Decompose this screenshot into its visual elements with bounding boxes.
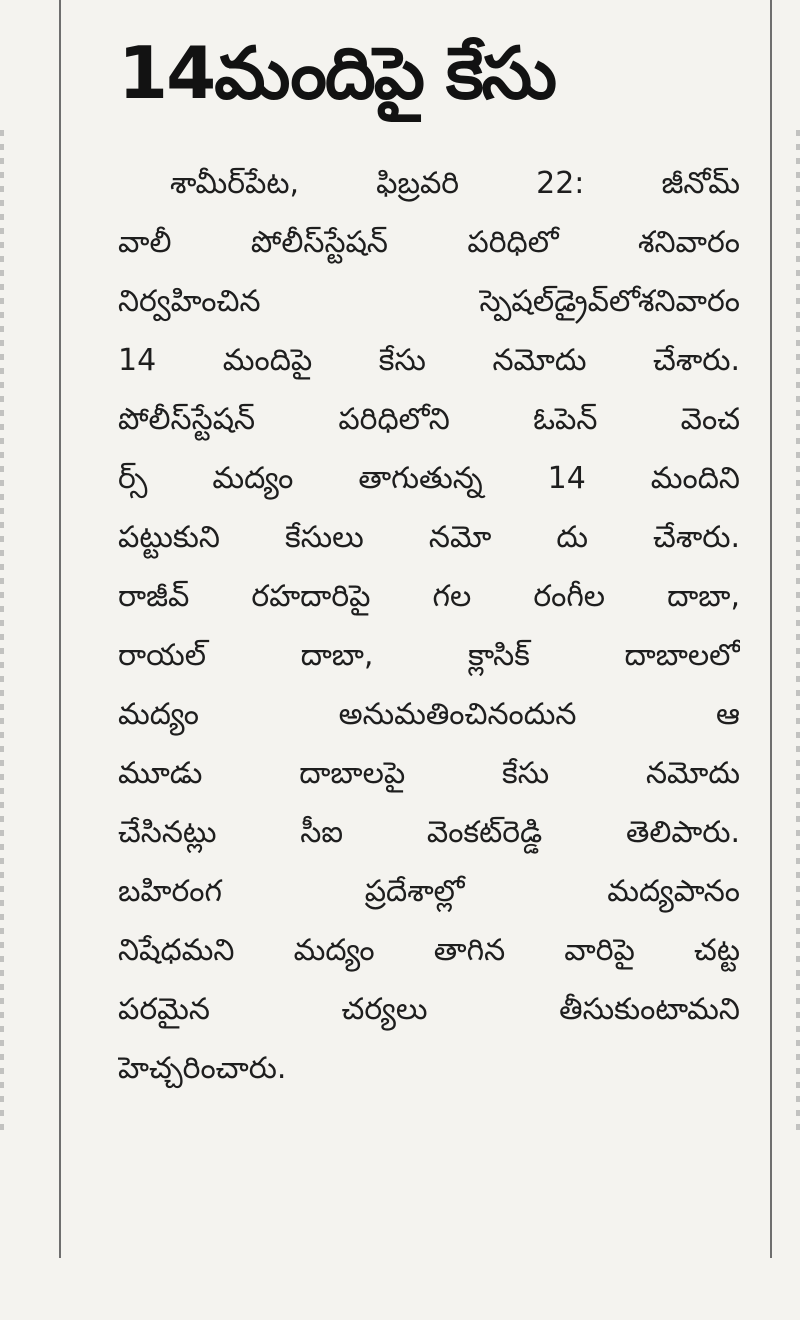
left-adjacent-column-edge bbox=[0, 130, 4, 1130]
article-line: నిర్వహించిన స్పెషల్‌డ్రైవ్‌లోశనివారం bbox=[118, 284, 740, 319]
article-line: వాలీ పోలీస్‌స్టేషన్ పరిధిలో శనివారం bbox=[118, 225, 740, 260]
article-line: ర్స్ మద్యం తాగుతున్న 14 మందిని bbox=[118, 461, 740, 496]
article-line: పోలీస్‌స్టేషన్ పరిధిలోని ఓపెన్ వెంచ bbox=[118, 402, 740, 437]
article-line: మూడు దాబాలపై కేసు నమోదు bbox=[118, 756, 740, 791]
article-line: చేసినట్లు సీఐ వెంకట్‌రెడ్డి తెలిపారు. bbox=[118, 815, 740, 850]
article-line: బహిరంగ ప్రదేశాల్లో మద్యపానం bbox=[118, 874, 740, 909]
left-column-rule bbox=[59, 0, 61, 1258]
article-line: నిషేధమని మద్యం తాగిన వారిపై చట్ట bbox=[118, 933, 740, 968]
article-headline: 14మందిపై కేసు bbox=[118, 31, 556, 115]
right-column-rule bbox=[770, 0, 772, 1258]
article-line: పట్టుకుని కేసులు నమో దు చేశారు. bbox=[118, 520, 740, 555]
article-line: హెచ్చరించారు. bbox=[118, 1051, 287, 1086]
article-line: శామీర్‌పేట, ఫిబ్రవరి 22: జీనోమ్ bbox=[170, 166, 740, 201]
article-line: మద్యం అనుమతించినందున ఆ bbox=[118, 697, 740, 732]
article-line: 14 మందిపై కేసు నమోదు చేశారు. bbox=[118, 343, 740, 378]
article-body bbox=[118, 154, 740, 1098]
article-line: రాజీవ్ రహదారిపై గల రంగీల దాబా, bbox=[118, 579, 740, 614]
article-line: రాయల్ దాబా, క్లాసిక్ దాబాలలో bbox=[118, 638, 740, 673]
right-adjacent-column-edge bbox=[796, 130, 800, 1130]
news-article bbox=[118, 18, 740, 1098]
article-line: పరమైన చర్యలు తీసుకుంటామని bbox=[118, 992, 740, 1027]
